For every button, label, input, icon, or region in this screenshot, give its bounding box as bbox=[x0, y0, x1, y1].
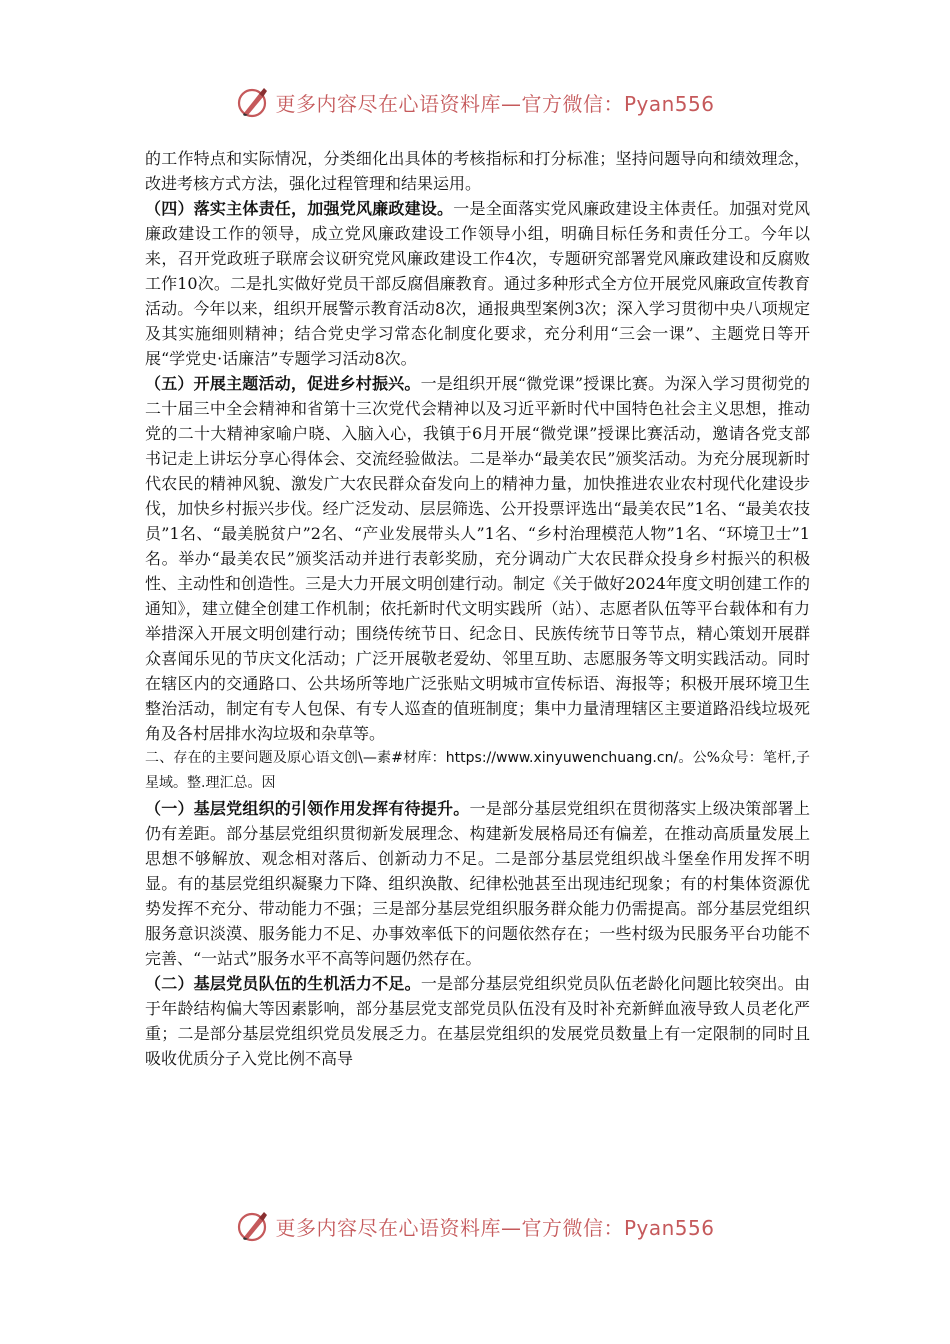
watermark-text: 更多内容尽在心语资料库—官方微信：Pyan556 bbox=[275, 1215, 715, 1240]
paragraph-text: 一是部分基层党组织党员队伍老龄化问题比较突出。由于年龄结构偏大等因素影响，部分基层党支部党员队伍没有及时补充新鲜血液导致人员老化严重；二是部分基层党组织党员发展乏力。在基层党组织的发展党员数量上有一定限制的同时且吸收优质分子入党比例不高导 bbox=[145, 974, 810, 1068]
header-watermark-banner bbox=[0, 82, 950, 122]
paragraph bbox=[145, 971, 810, 1071]
section-heading: （二）基层党员队伍的生机活力不足。 bbox=[145, 974, 421, 993]
section-heading: （五）开展主题活动，促进乡村振兴。 bbox=[145, 374, 421, 393]
paragraph bbox=[145, 196, 810, 371]
paragraph bbox=[145, 371, 810, 746]
paragraph-text: 一是组织开展“微党课”授课比赛。为深入学习贯彻党的二十届三中全会精神和省第十三次党代会精神以及习近平新时代中国特色社会主义思想，推动党的二十大精神家喻户晓、入脑入心，我镇于6月开展“微党课”授课比赛活动，邀请各党支部书记走上讲坛分享心得体会、交流经验做法。二是举办“最美农民”颁奖活动。为充分展现新时代农民的精神风貌、激发广大农民群众奋发向上的精神力量，加快推进农业农村现代化建设步伐，加快乡村振兴步伐。经广泛发动、层层筛选、公开投票评选出“最美农民”1名、“最美农技员”1名、“最美脱贫户”2名、“产业发展带头人”1名、“乡村治理模范人物”1名、“环境卫士”1名。举办“最美农民”颁奖活动并进行表彰奖励，充分调动广大农民群众投身乡村振兴的积极性、主动性和创造性。三是大力开展文明创建行动。制定《关于做好2024年度文明创建工作的通知》，建立健全创建工作机制；依托新时代文明实践所（站）、志愿者队伍等平台载体和有力举措深入开展文明创建行动；围绕传统节日、纪念日、民族传统节日等节点，精心策划开展群众喜闻乐见的节庆文化活动；广泛开展敬老爱幼、邻里互助、志愿服务等文明实践活动。同时在辖区内的交通路口、公共场所等地广泛张贴文明城市宣传标语、海报等；积极开展环境卫生整治活动，制定有专人包保、有专人巡查的值班制度；集中力量清理辖区主要道路沿线垃圾死角及各村居排水沟垃圾和杂草等。 bbox=[145, 374, 810, 743]
paragraph bbox=[145, 796, 810, 971]
paragraph-text: 一是部分基层党组织在贯彻落实上级决策部署上仍有差距。部分基层党组织贯彻新发展理念、构建新发展格局还有偏差，在推动高质量发展上思想不够解放、观念相对落后、创新动力不足。二是部分基层党组织战斗堡垒作用发挥不明显。有的基层党组织凝聚力下降、组织涣散、纪律松弛甚至出现违纪现象；有的村集体资源优势发挥不充分、带动能力不强；三是部分基层党组织服务群众能力仍需提高。部分基层党组织服务意识淡漠、服务能力不足、办事效率低下的问题依然存在；一些村级为民服务平台功能不完善、“一站式”服务水平不高等问题仍然存在。 bbox=[145, 799, 810, 968]
watermark-text: 更多内容尽在心语资料库—官方微信：Pyan556 bbox=[275, 91, 715, 116]
document-body bbox=[145, 146, 810, 1071]
footer-watermark-banner bbox=[0, 1206, 950, 1246]
pen-logo-icon bbox=[235, 84, 271, 120]
chapter-heading: 二、存在的主要问题及原心语文创\—素#材库：https://www.xinyuwenchuang.cn/。公%众号：笔杆,子星域。整.理汇总。因 bbox=[145, 750, 810, 791]
paragraph-text: 一是全面落实党风廉政建设主体责任。加强对党风廉政建设工作的领导，成立党风廉政建设工作领导小组，明确目标任务和责任分工。今年以来，召开党政班子联席会议研究党风廉政建设工作4次，专题研究部署党风廉政建设和反腐败工作10次。二是扎实做好党员干部反腐倡廉教育。通过多种形式全方位开展党风廉政宣传教育活动。今年以来，组织开展警示教育活动8次，通报典型案例3次；深入学习贯彻中央八项规定及其实施细则精神；结合党史学习常态化制度化要求，充分利用“三会一课”、主题党日等开展“学党史·话廉洁”专题学习活动8次。 bbox=[145, 199, 810, 368]
section-heading: （一）基层党组织的引领作用发挥有待提升。 bbox=[145, 799, 470, 818]
pen-logo-icon bbox=[235, 1208, 271, 1244]
section-heading: （四）落实主体责任，加强党风廉政建设。 bbox=[145, 199, 454, 218]
paragraph: 的工作特点和实际情况，分类细化出具体的考核指标和打分标准；坚持问题导向和绩效理念，改进考核方式方法，强化过程管理和结果运用。 bbox=[145, 149, 810, 193]
